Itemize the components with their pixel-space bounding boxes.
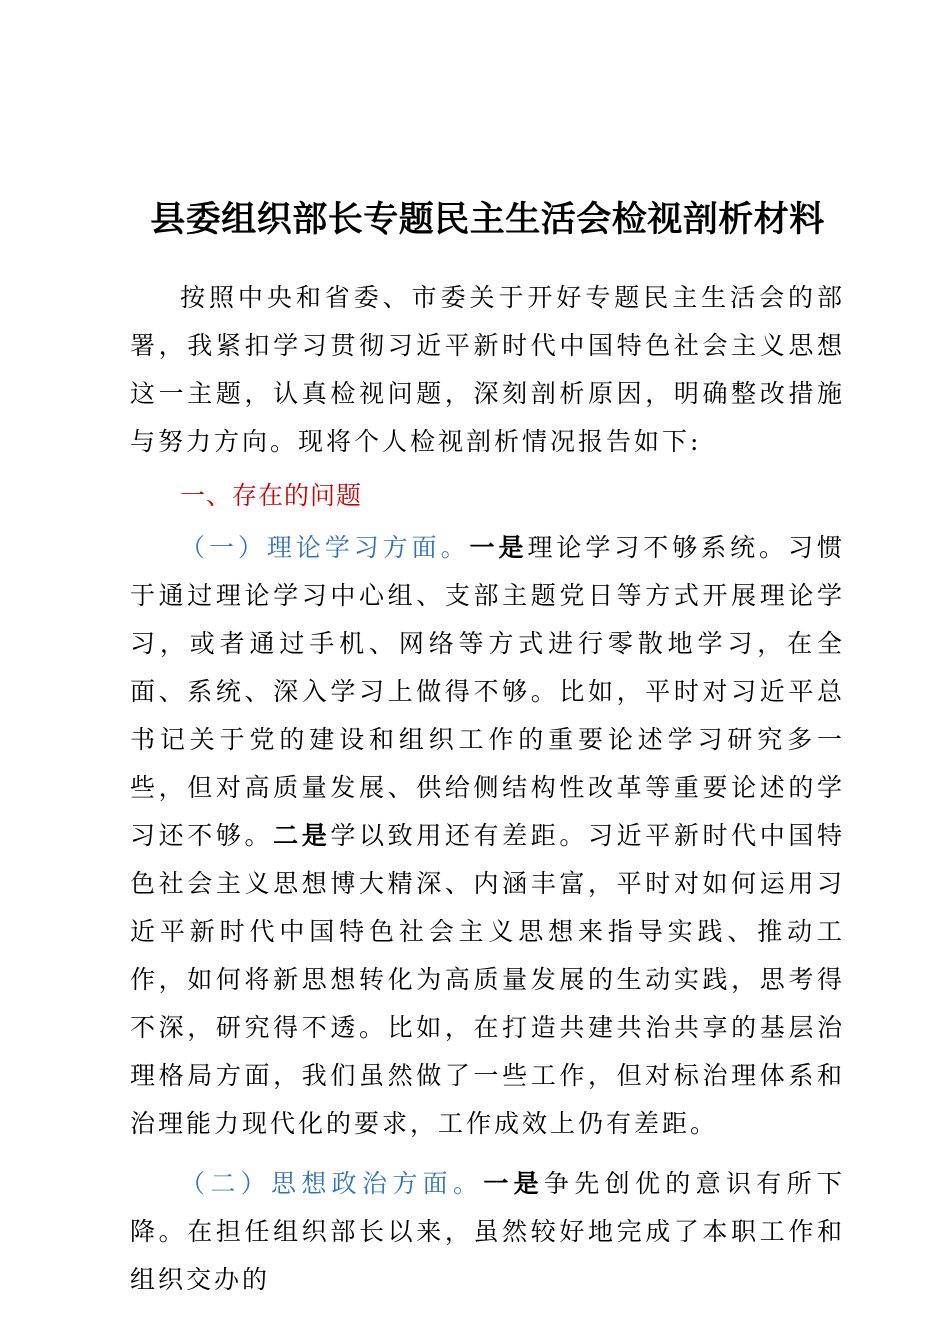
lead-marker-second: 二是 <box>273 821 331 850</box>
paragraph-text: 学以致用还有差距。习近平新时代中国特色社会主义思想博大精深、内涵丰富，平时对如何运用习近平新时代中国特色社会主义思想来指导实践、推动工作，如何将新思想转化为高质量发展的生动实践，思考得不深，研究得不透。比如，在打造共建共治共享的基层治理格局方面，我们虽然做了一些工作，但对标治理体系和治理能力现代化的要求，工作成效上仍有差距。 <box>130 821 845 1138</box>
document-page <box>130 190 845 1304</box>
paragraph-text: 理论学习不够系统。习惯于通过理论学习中心组、支部主题党日等方式开展理论学习，或者通过手机、网络等方式进行零散地学习，在全面、系统、深入学习上做得不够。比如，平时对习近平总书记关于党的建设和组织工作的重要论述学习研究多一些，但对高质量发展、供给侧结构性改革等重要论述的学习还不够。 <box>130 533 845 850</box>
subheading-theory-study: （一）理论学习方面。 <box>180 533 470 562</box>
paragraph-gap <box>130 1148 845 1160</box>
intro-paragraph: 按照中央和省委、市委关于开好专题民主生活会的部署，我紧扣学习贯彻习近平新时代中国特色社会主义思想这一主题，认真检视问题，深刻剖析原因，明确整改措施与努力方向。现将个人检视剖析情况报告如下: <box>130 283 845 456</box>
paragraph-text: 争先创优的意识有所下降。在担任组织部长以来，虽然较好地完成了本职工作和组织交办的 <box>130 1169 845 1294</box>
lead-marker-first: 一是 <box>469 533 528 562</box>
document-title: 县委组织部长专题民主生活会检视剖析材料 <box>150 199 825 240</box>
paragraph-ideology-politics <box>130 1160 845 1304</box>
subheading-ideology-politics: （二）思想政治方面。 <box>180 1169 484 1198</box>
lead-marker-first: 一是 <box>483 1169 544 1198</box>
section-heading-problems: 一、存在的问题 <box>180 481 363 510</box>
paragraph-theory-study <box>130 524 845 1148</box>
